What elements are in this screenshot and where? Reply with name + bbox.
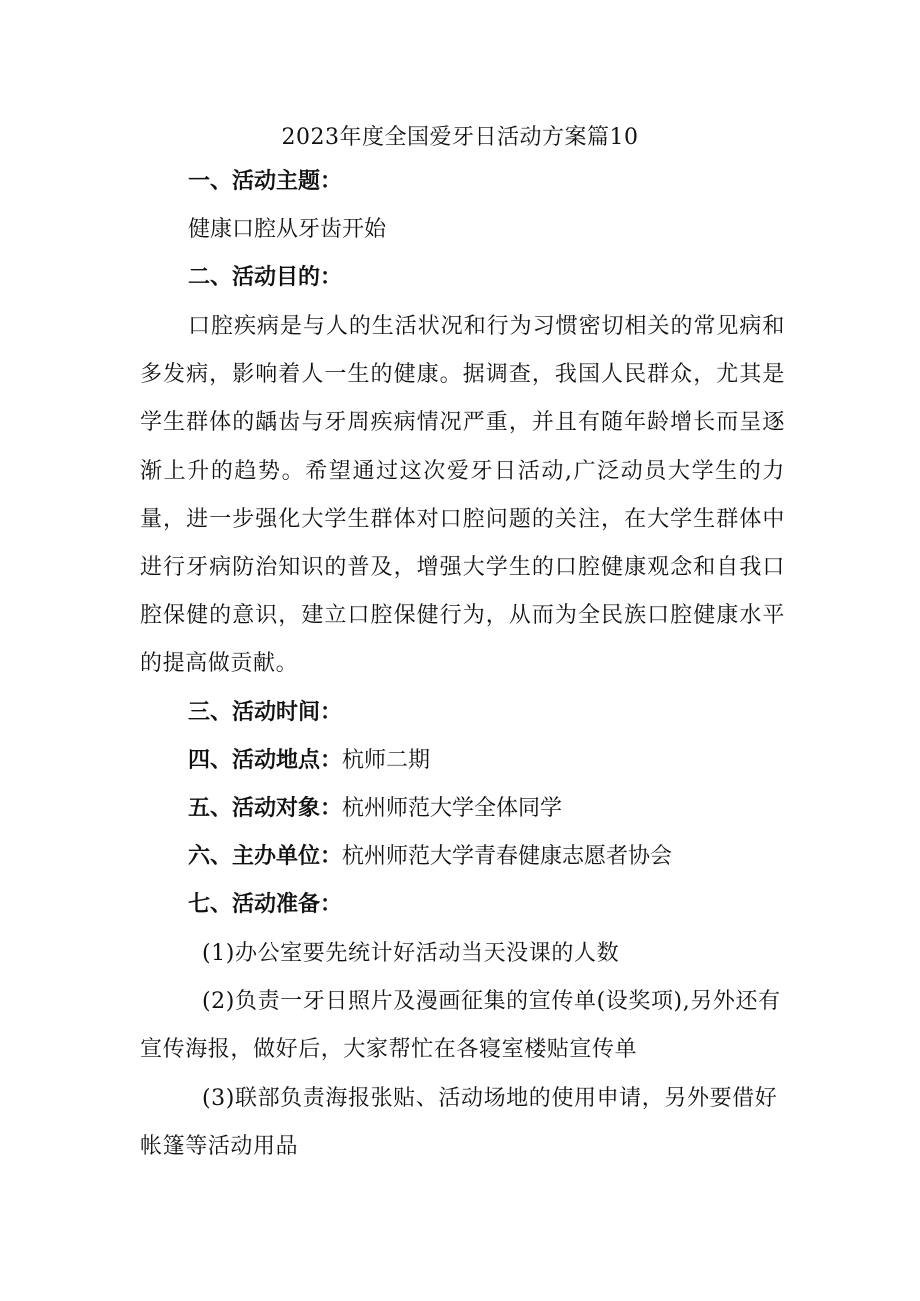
section-heading-purpose: 二、活动目的： — [188, 265, 343, 290]
preparation-item-1: (1)办公室要先统计好活动当天没课的人数 — [202, 941, 620, 966]
location-value: 杭师二期 — [342, 748, 431, 773]
section-heading-theme: 一、活动主题： — [188, 169, 343, 194]
section-heading-audience: 五、活动对象： — [188, 796, 343, 821]
section-heading-time: 三、活动时间： — [188, 700, 343, 725]
audience-value: 杭州师范大学全体同学 — [342, 796, 563, 821]
location-line — [188, 745, 430, 777]
purpose-paragraph: 口腔疾病是与人的生活状况和行为习惯密切相关的常见病和多发病，影响着人一生的健康。据调查，我国人民群众，尤其是学生群体的龋齿与牙周疾病情况严重，并且有随年龄增长而呈逐渐上升的趋势。希望通过这次爱牙日活动,广泛动员大学生的力量，进一步强化大学生群体对口腔问题的关注，在大学生群体中进行牙病防治知识的普及，增强大学生的口腔健康观念和自我口腔保健的意识，建立口腔保健行为，从而为全民族口腔健康水平的提高做贡献。 — [140, 314, 785, 677]
preparation-item-2: (2)负责一牙日照片及漫画征集的宣传单(设奖项),另外还有宣传海报，做好后，大家帮忙在各寝室楼贴宣传单 — [140, 989, 781, 1063]
theme-content: 健康口腔从牙齿开始 — [188, 217, 387, 242]
preparation-item-3: (3)联部负责海报张贴、活动场地的使用申请，另外要借好帐篷等活动用品 — [140, 1086, 778, 1160]
organizer-line — [188, 841, 672, 873]
audience-line — [188, 793, 562, 825]
section-heading-location: 四、活动地点： — [188, 748, 343, 773]
organizer-value: 杭州师范大学青春健康志愿者协会 — [342, 844, 673, 869]
document-title: 2023年度全国爱牙日活动方案篇10 — [281, 125, 639, 150]
section-heading-organizer: 六、主办单位： — [188, 844, 343, 869]
section-heading-preparation: 七、活动准备： — [188, 892, 343, 917]
